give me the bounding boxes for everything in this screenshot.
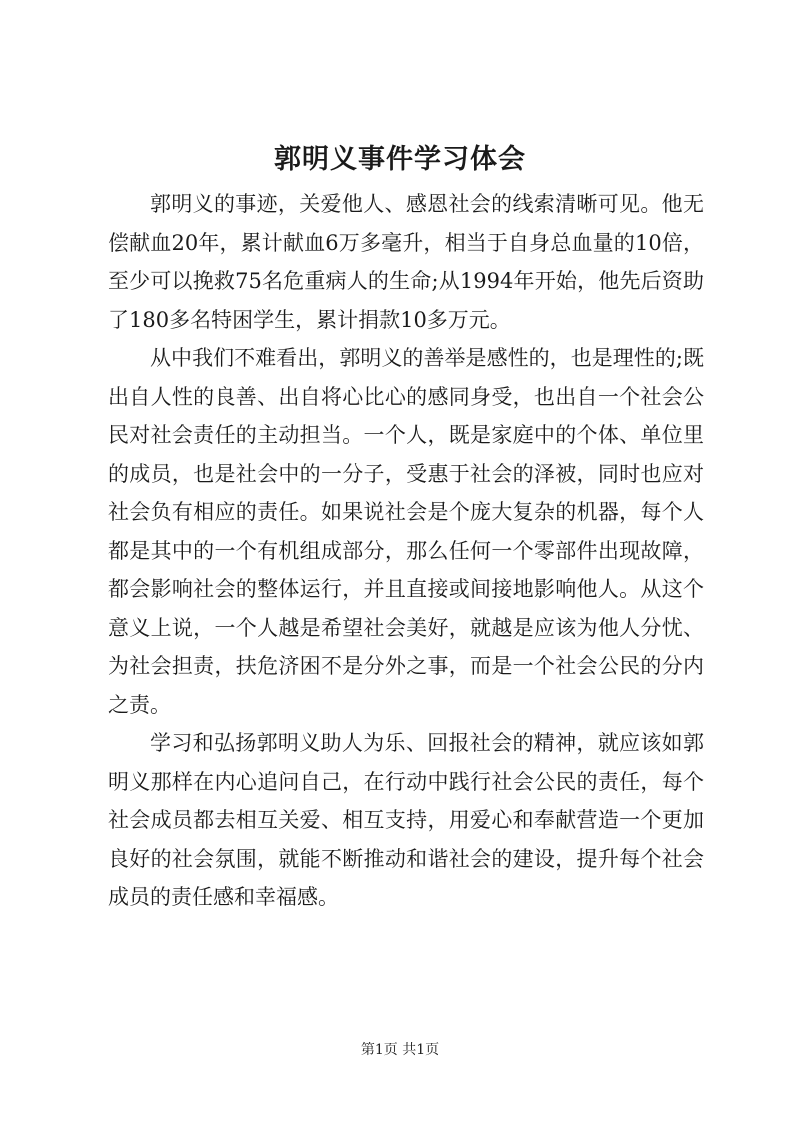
paragraph: 学习和弘扬郭明义助人为乐、回报社会的精神，就应该如郭明义那样在内心追问自己，在行动中践行社会公民的责任，每个社会成员都去相互关爱、相互支持，用爱心和奉献营造一个更加良好的社会氛围，就能不断推动和谐社会的建设，提升每个社会成员的责任感和幸福感。 bbox=[108, 731, 704, 909]
page-footer: 第1页 共1页 bbox=[360, 1042, 440, 1058]
document-body bbox=[108, 185, 704, 917]
paragraph: 郭明义的事迹，关爱他人、感恩社会的线索清晰可见。他无偿献血20年，累计献血6万多毫升，相当于自身总血量的10倍，至少可以挽救75名危重病人的生命;从1994年开始，他先后资助了180多名特困学生，累计捐款10多万元。 bbox=[108, 192, 704, 332]
paragraph: 从中我们不难看出，郭明义的善举是感性的，也是理性的;既出自人性的良善、出自将心比心的感同身受，也出自一个社会公民对社会责任的主动担当。一个人，既是家庭中的个体、单位里的成员，也是社会中的一分子，受惠于社会的泽被，同时也应对社会负有相应的责任。如果说社会是个庞大复杂的机器，每个人都是其中的一个有机组成部分，那么任何一个零部件出现故障，都会影响社会的整体运行，并且直接或间接地影响他人。从这个意义上说，一个人越是希望社会美好，就越是应该为他人分忧、为社会担责，扶危济困不是分外之事，而是一个社会公民的分内之责。 bbox=[108, 346, 704, 717]
document-title: 郭明义事件学习体会 bbox=[274, 144, 526, 175]
